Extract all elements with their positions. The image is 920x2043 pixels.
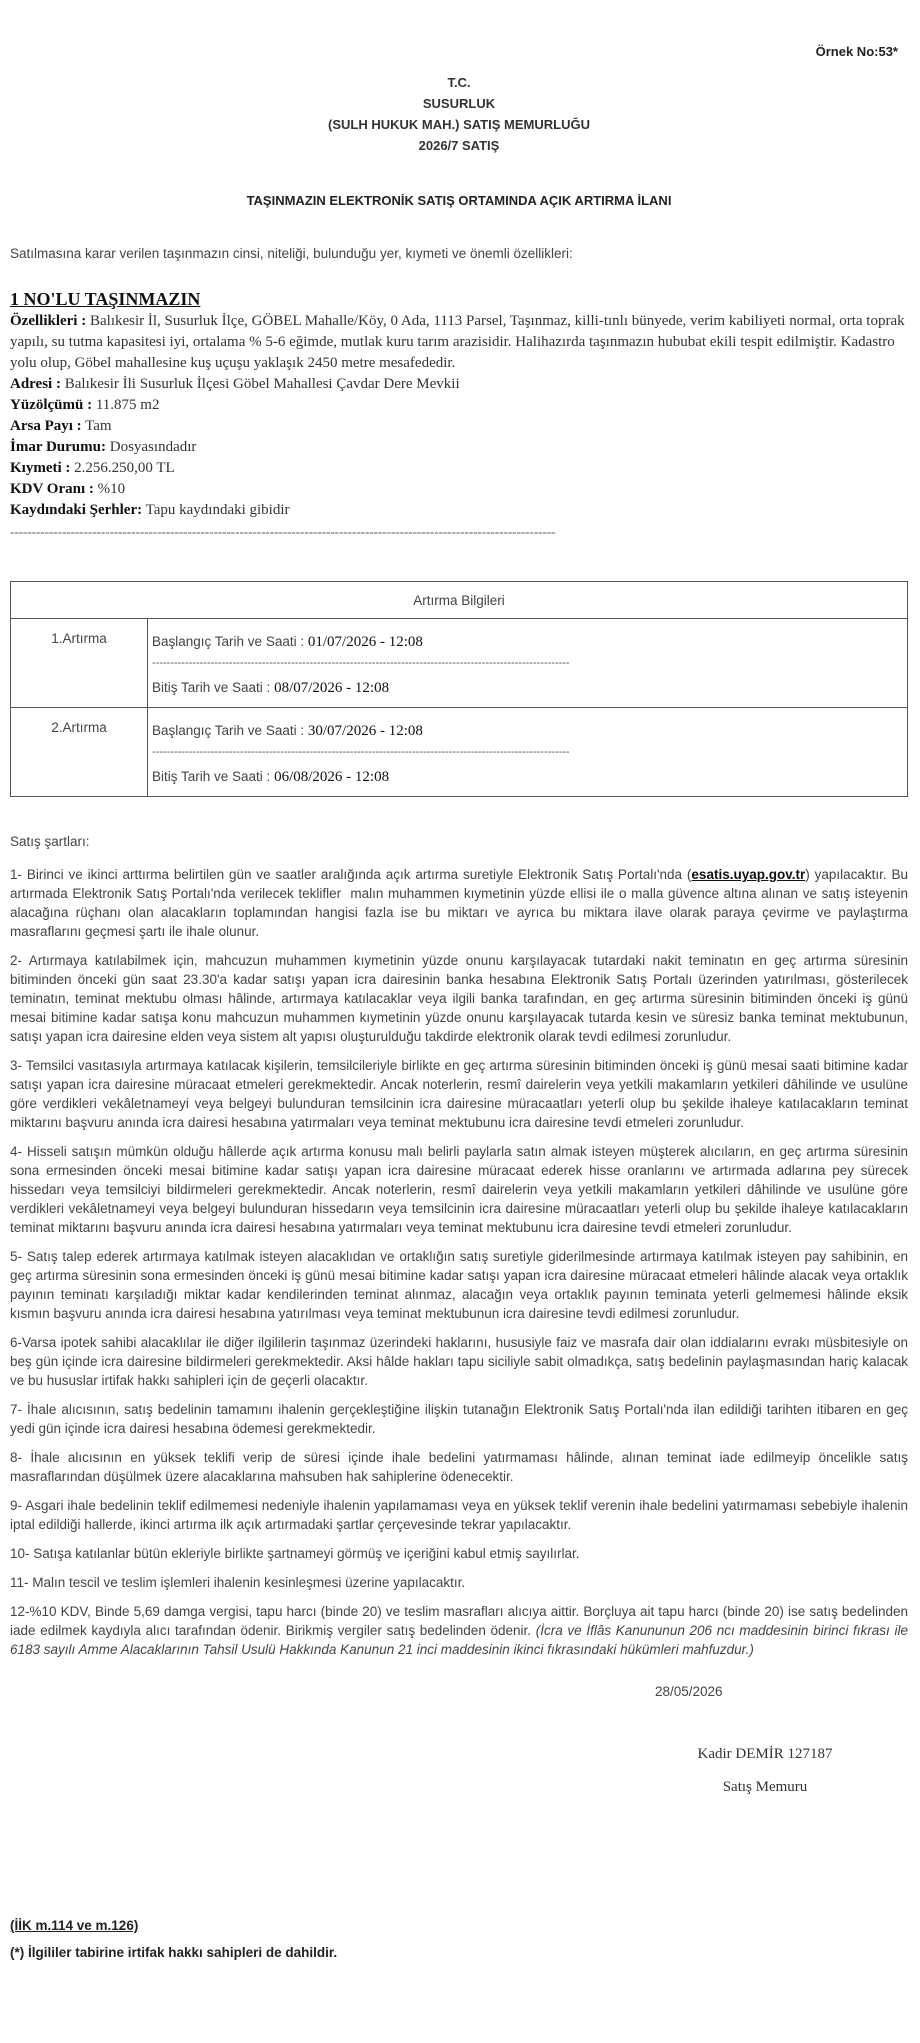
yuzolcum-value: 11.875 m2	[95, 397, 160, 413]
satis-sartlari	[10, 832, 908, 1669]
artirma-header: Artırma Bilgileri	[11, 582, 908, 619]
property-title: 1 NO'LU TAŞINMAZIN	[10, 289, 201, 309]
sartlar-heading: Satış şartları:	[10, 834, 90, 849]
header-memurluk: (SULH HUKUK MAH.) SATIŞ MEMURLUĞU	[328, 117, 590, 132]
start-value: 30/07/2026 - 12:08	[307, 723, 423, 739]
property-imar	[10, 437, 908, 458]
start-label: Başlangıç Tarih ve Saati :	[152, 634, 305, 649]
signature-title: Satış Memuru	[722, 1779, 808, 1795]
sart-6: 6-Varsa ipotek sahibi alacaklılar ile diğer ilgililerin taşınmaz üzerindeki haklarını, hususiyle faiz ve masrafa dair olan iddialarını evrakı müsbitesiyle on beş gün içinde icra dairesine bildirmeleri gerekmektedir. Aksi hâlde hakları tapu siciliyle sabit olmadıkça, satış bedelinin paylaşmasından hariç kalacak ve bu hususlar irtifak hakkı sahipleri için de geçerli olacaktır.	[10, 1335, 908, 1388]
sart-1	[10, 865, 908, 941]
sart-1-text-b: ) yapılacaktır. Bu artırmada Elektronik Satış Portalı'nda verilecek teklifler malın muhammen kıymetinin yüzde ellisi ile o malla güvence altına alınan ve satış isteyenin alacağına rüçhanı olan alacakların toplamından hangisi fazla ise bu miktarı ve ayrıca bu miktara ilave olarak paraya çevirme ve paylaştırma masraflarını geçmesi şartı ile ihale olunur.	[10, 867, 908, 939]
kdv-label: KDV Oranı :	[10, 481, 94, 497]
sart-9: 9- Asgari ihale bedelinin teklif edilmemesi nedeniyle ihalenin yapılamaması veya en yüksek teklif verenin ihale bedelini yatırmaması sebebiyle ihalenin iptal edildiği hallerde, ikinci artırma ilk açık artırmadaki şartlar çerçevesinde tekrar yapılacaktır.	[10, 1498, 908, 1532]
separator-dashes: ------------------------------------------------------------------------------------------------------------------------------	[10, 524, 556, 539]
start-label: Başlangıç Tarih ve Saati :	[152, 723, 305, 738]
end-label: Bitiş Tarih ve Saati :	[152, 769, 271, 784]
sart-4: 4- Hisseli satışın mümkün olduğu hâllerde açık artırma konusu malı belirli paylarla satın almak isteyen müşterek alıcıların, en geç artırma süresinin sona ermesinden önceki mesai bitimine kadar satışı yapan icra dairesine müracaat ederek hisse oranlarını ve artırmada adlarına pey sürecek hissedarı veya temsilciyi bildirmeleri gerekmektedir. Ancak noterlerin, resmî dairelerin veya yetkili makamların yetkileri dâhilinde ve usulüne göre verdikleri vekâletnameyi veya belgeyi bulunduran hissedarın veya temsilcinin icra dairesine müracaatları yeterli olup bu şekilde ihaleye katılacakların teminat miktarını başvuru anında icra dairesi hesabına yatırmaları veya teminat mektubunu icra dairesine tevdi etmeleri zorunludur.	[10, 1144, 908, 1235]
artirma-header-row	[11, 582, 908, 619]
property-arsa-payi	[10, 416, 908, 437]
property-section	[10, 287, 908, 542]
artirma-2-details	[148, 708, 908, 797]
document-header	[10, 72, 908, 156]
end-value: 06/08/2026 - 12:08	[274, 769, 390, 785]
serh-label: Kaydındaki Şerhler:	[10, 502, 143, 518]
row-separator: ------------------------------------------------------------------------------------------------------------------	[152, 746, 570, 758]
end-value: 08/07/2026 - 12:08	[274, 680, 390, 696]
artirma-2-end	[152, 764, 903, 790]
adres-value: Balıkesir İli Susurluk İlçesi Göbel Mahallesi Çavdar Dere Mevkii	[64, 376, 460, 392]
ozellik-value: Balıkesir İl, Susurluk İlçe, GÖBEL Mahalle/Köy, 0 Ada, 1113 Parsel, Taşınmaz, killi-tınlı bünyede, verim kabiliyeti normal, orta toprak yapılı, su tutma kapasitesi iyi, ortalama % 5-6 eğimde, mutlak kuru tarım arazisidir. Halihazırda taşınmazın hububat ekili tespit edilmiştir. Kadastro yolu olup, Göbel mahallesine kuş uçuşu yaklaşık 2450 metre mesafededir.	[10, 313, 905, 371]
header-susurluk: SUSURLUK	[422, 96, 496, 111]
footer-notes	[10, 1912, 337, 1966]
artirma-table	[10, 581, 908, 797]
sart-1-text-a: 1- Birinci ve ikinci arttırma belirtilen gün ve saatler aralığında açık artırma suretiyle Elektronik Satış Portalı'nda (	[10, 867, 692, 882]
sart-12-text: 12-%10 KDV, Binde 5,69 damga vergisi, tapu harcı (binde 20) ve teslim masrafları alıcıya aittir. Borçluya ait tapu harcı (binde 20) ise satış bedelinden iade edilmek kaydıyla alıcı tarafından ödenir. Birikmiş vergiler satış bedelinden ödenir.	[10, 1604, 908, 1638]
artirma-1-details	[148, 619, 908, 708]
ornek-no: Örnek No:53*	[815, 44, 898, 59]
property-ozellik	[10, 311, 908, 374]
yuzolcum-label: Yüzölçümü :	[10, 397, 93, 413]
kdv-value: %10	[97, 481, 126, 497]
sart-11: 11- Malın tescil ve teslim işlemleri ihalenin kesinleşmesi üzerine yapılacaktır.	[10, 1575, 466, 1590]
ozellik-label: Özellikleri :	[10, 313, 87, 329]
sart-12-note: (İcra ve İflâs Kanununun 206 ncı maddesinin birinci fıkrası ile 6183 sayılı Amme Alacaklarının Tahsil Usulü Hakkında Kanunun 21 inci maddesinin ikinci fıkrasındaki hükümleri mahfuzdur.)	[10, 1623, 908, 1657]
adres-label: Adresi :	[10, 376, 61, 392]
footer-note: (*) İlgililer tabirine irtifak hakkı sahipleri de dahildir.	[10, 1945, 338, 1960]
arsa-label: Arsa Payı :	[10, 418, 82, 434]
arsa-value: Tam	[85, 418, 112, 434]
document-date: 28/05/2026	[655, 1684, 723, 1699]
sart-5: 5- Satış talep ederek artırmaya katılmak isteyen alacaklıdan ve ortaklığın satış suretiyle giderilmesinde artırmaya katılmak isteyen pay sahibinin, en geç artırma süresinin sona ermesinden önceki iş günü mesai bitimine kadar satışı yapan icra dairesine müracaat etmeleri hâlinde alacak veya ortaklık payının teminatı karşıladığı miktar kadar kendilerinden teminat alınmaz, alacağın veya ortaklık payının teminata yeterli gelmemesi hâlinde eksik kısmın başvuru anında icra dairesi hesabına yatırılması veya teminat mektubunun icra dairesine tevdi edilmesi zorunludur.	[10, 1249, 908, 1321]
property-serh	[10, 500, 908, 521]
imar-label: İmar Durumu:	[10, 439, 106, 455]
header-dosya-no: 2026/7 SATIŞ	[418, 138, 500, 153]
sart-12	[10, 1602, 908, 1659]
property-adres	[10, 374, 908, 395]
serh-value: Tapu kaydındaki gibidir	[145, 502, 290, 518]
sart-3: 3- Temsilci vasıtasıyla artırmaya katılacak kişilerin, temsilcileriyle birlikte en geç artırma süresinin bitiminden önceki iş günü mesai saati bitimine kadar satışı yapan icra dairesine müracaat etmeleri gerekmektedir. Ancak noterlerin, resmî dairelerin veya yetkili makamların yetkileri dâhilinde ve usulüne göre verdikleri vekâletnameyi veya belgeyi bulunduran temsilcinin icra dairesine müracaatları yeterli olup bu şekilde ihaleye katılacakların teminat miktarını başvuru anında icra dairesi hesabına yatırmaları veya teminat mektubunu icra dairesine tevdi etmeleri zorunludur.	[10, 1058, 908, 1130]
sart-7: 7- İhale alıcısının, satış bedelinin tamamını ihalenin gerçekleştiğine ilişkin tutanağın Elektronik Satış Portalı'nda ilan edildiği tarihten itibaren en geç yedi gün içinde icra dairesi hesabına ödemesi gerekmektedir.	[10, 1402, 908, 1436]
signature-block	[650, 1738, 880, 1804]
artirma-row-2	[11, 708, 908, 797]
esatis-link[interactable]: esatis.uyap.gov.tr	[691, 867, 806, 882]
kiymet-value: 2.256.250,00 TL	[74, 460, 175, 476]
artirma-2-start	[152, 718, 903, 744]
kiymet-label: Kıymeti :	[10, 460, 71, 476]
artirma-1-label: 1.Artırma	[11, 619, 148, 708]
ilan-title: TAŞINMAZIN ELEKTRONİK SATIŞ ORTAMINDA AÇIK ARTIRMA İLANI	[246, 193, 672, 208]
property-kiymet	[10, 458, 908, 479]
imar-value: Dosyasındadır	[109, 439, 197, 455]
artirma-row-1	[11, 619, 908, 708]
artirma-2-label: 2.Artırma	[11, 708, 148, 797]
sart-2: 2- Artırmaya katılabilmek için, mahcuzun muhammen kıymetinin yüzde onunu karşılayacak tutardaki nakit teminatın en geç artırma süresinin bitiminden önceki gün saat 23.30'a kadar satışı yapan icra dairesinin banka hesabına Elektronik Satış Portalı üzerinden yatırılması, gösterilecek teminatın, teminat mektubu olması hâlinde, artırmaya katılacaklar veya ilgili banka tarafından, en geç artırma süresinin bitiminden önceki iş günü mesai bitimine kadar satışa konu mahcuzun muhammen kıymetinin yüzde onunu karşılayacak tutarda kesin ve süresiz banka teminat mektubunun, satışı yapan icra dairesine elden veya sistem alt yapısı oluşturulduğu takdirde elektronik olarak tevdi edilmesi zorunludur.	[10, 953, 908, 1044]
header-tc: T.C.	[447, 75, 471, 90]
sart-10: 10- Satışa katılanlar bütün ekleriyle birlikte şartnameyi görmüş ve içeriğini kabul etmiş sayılırlar.	[10, 1546, 580, 1561]
row-separator: ------------------------------------------------------------------------------------------------------------------	[152, 657, 570, 669]
sart-8: 8- İhale alıcısının en yüksek teklifi verip de süresi içinde ihale bedelini yatırmaması hâlinde, alınan teminat iade edilmeyip öncelikle satış masraflarından düşülmek üzere alacaklarına mahsuben hak sahiplerine ödenecektir.	[10, 1450, 908, 1484]
end-label: Bitiş Tarih ve Saati :	[152, 680, 271, 695]
footer-law-ref: (İİK m.114 ve m.126)	[10, 1918, 139, 1933]
property-yuzolcum	[10, 395, 908, 416]
signature-name: Kadir DEMİR 127187	[697, 1746, 833, 1762]
intro-text: Satılmasına karar verilen taşınmazın cinsi, niteliği, bulunduğu yer, kıymeti ve önemli özellikleri:	[10, 246, 573, 261]
artirma-1-start	[152, 629, 903, 655]
artirma-1-end	[152, 675, 903, 701]
property-kdv	[10, 479, 908, 500]
start-value: 01/07/2026 - 12:08	[307, 634, 423, 650]
